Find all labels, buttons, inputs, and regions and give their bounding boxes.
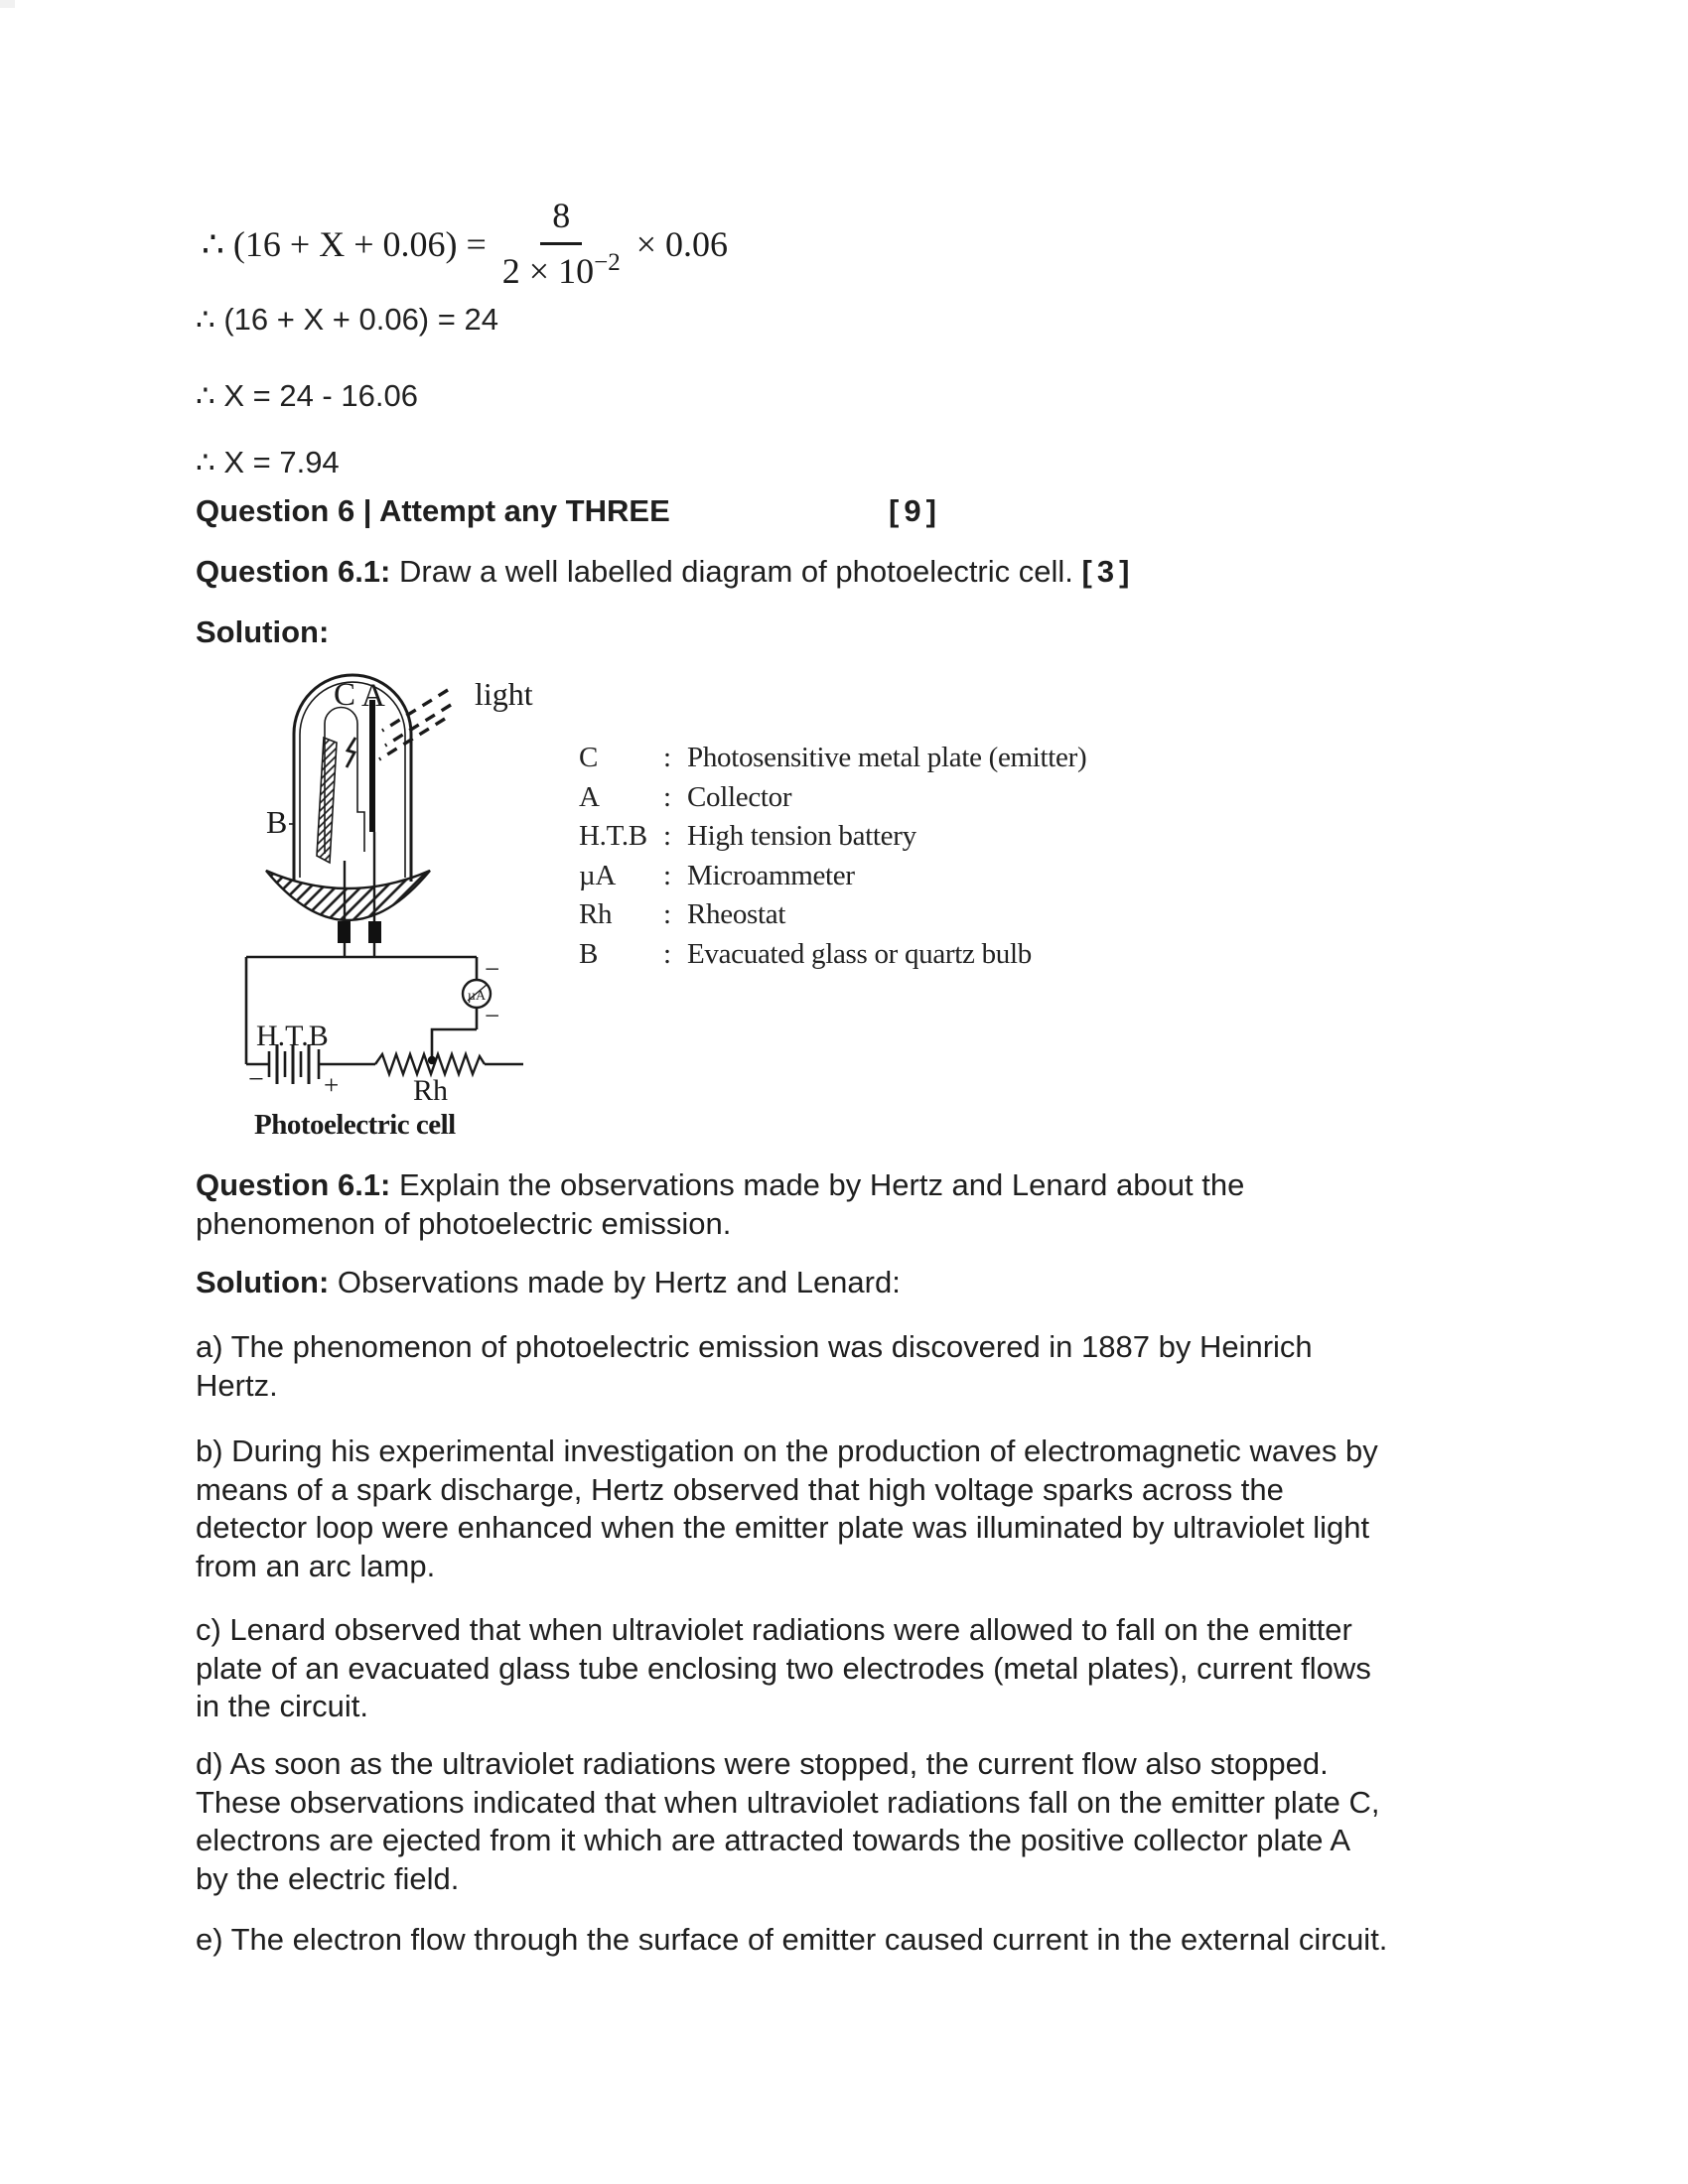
label-light: light bbox=[475, 676, 533, 712]
label-Rh: Rh bbox=[413, 1074, 449, 1107]
equation-step-4: ∴ X = 7.94 bbox=[196, 445, 340, 479]
diagram-legend bbox=[579, 739, 1086, 974]
equation-step-3: ∴ X = 24 - 16.06 bbox=[196, 378, 418, 413]
equation-step-2: ∴ (16 + X + 0.06) = 24 bbox=[196, 302, 498, 337]
paragraph-e: e) The electron flow through the surface of emitter caused current in the external circuit. bbox=[196, 1922, 1388, 1957]
fraction-denominator: $2 \times 10^{-2}$ bbox=[501, 249, 621, 291]
legend-row: Rh : Rheostat bbox=[579, 898, 786, 930]
question-61-draw-text: Draw a well labelled diagram of photoelectric cell. bbox=[399, 554, 1073, 589]
spark-squiggle bbox=[347, 738, 355, 767]
meter-mark-bottom: − bbox=[485, 1001, 500, 1030]
label-HTB: H.T.B bbox=[256, 1020, 329, 1052]
photoelectric-cell-diagram bbox=[238, 650, 566, 1117]
meter-mark-top: − bbox=[485, 954, 500, 984]
question-6-heading: Question 6 | Attempt any THREE bbox=[196, 493, 670, 528]
label-A: A bbox=[361, 678, 385, 714]
pin-right bbox=[368, 921, 381, 943]
equation-rhs: × 0.06 bbox=[635, 224, 729, 264]
figure-caption: Photoelectric cell bbox=[254, 1109, 456, 1141]
battery-minus: − bbox=[248, 1064, 264, 1095]
scroll-corner-artifact bbox=[0, 0, 15, 8]
bulb-base bbox=[266, 871, 430, 920]
collector-electrode-A bbox=[369, 700, 375, 832]
solution-2-label: Solution: bbox=[196, 1265, 330, 1299]
legend-row: H.T.B : High tension battery bbox=[579, 820, 916, 852]
solution-1-label: Solution: bbox=[196, 614, 330, 649]
legend-row: B : Evacuated glass or quartz bulb bbox=[579, 937, 1032, 970]
question-61-explain: Question 6.1: Explain the observations made by Hertz and Lenard about the phenomenon of photoelectric emission. bbox=[196, 1166, 1586, 1243]
light-rays bbox=[379, 690, 451, 759]
pin-left bbox=[338, 921, 351, 943]
question-61-draw-prefix: Question 6.1: bbox=[196, 554, 391, 589]
question-6-marks: [9] bbox=[889, 493, 941, 528]
label-C: C bbox=[334, 677, 356, 713]
math-equation-fraction bbox=[202, 191, 728, 298]
battery-plus: + bbox=[324, 1070, 340, 1100]
legend-row: C : Photosensitive metal plate (emitter) bbox=[579, 742, 1087, 773]
question-6-heading-row bbox=[196, 492, 1288, 531]
question-61-draw bbox=[196, 553, 1387, 592]
question-61-explain-line1: Question 6.1: Explain the observations made by Hertz and Lenard about the bbox=[196, 1167, 1245, 1202]
fraction bbox=[502, 198, 621, 291]
label-uA: µA bbox=[467, 989, 487, 1004]
equation-lhs: ∴ (16 + X + 0.06) = bbox=[202, 224, 487, 264]
paragraph-d: d) As soon as the ultraviolet radiations were stopped, the current flow also stopped. These observations indicated that when ultraviolet radiations fall on the emitter plate C, electrons are ejected from it which are attracted towards the positive collector plate A by the electric field. bbox=[196, 1746, 1380, 1896]
paragraph-b: b) During his experimental investigation on the production of electromagnetic waves by means of a spark discharge, Hertz observed that high voltage sparks across the detector loop were enhanced when the emitter plate was illuminated by ultraviolet light from an arc lamp. bbox=[196, 1433, 1378, 1583]
question-61-draw-marks: [3] bbox=[1081, 554, 1135, 589]
solution-2-line bbox=[196, 1264, 1586, 1302]
solution-2-text: Observations made by Hertz and Lenard: bbox=[337, 1265, 901, 1299]
emitter-plate-C bbox=[317, 738, 337, 863]
legend-row: µA : Microammeter bbox=[579, 859, 855, 891]
label-B: B bbox=[266, 804, 288, 840]
paragraph-a: a) The phenomenon of photoelectric emission was discovered in 1887 by Heinrich Hertz. bbox=[196, 1329, 1313, 1403]
rheostat-tap-dot bbox=[428, 1056, 436, 1064]
legend-row: A : Collector bbox=[579, 780, 792, 813]
fraction-numerator: 8 bbox=[540, 198, 582, 245]
paragraph-c: c) Lenard observed that when ultraviolet radiations were allowed to fall on the emitter plate of an evacuated glass tube enclosing two electrodes (metal plates), current flows in the circuit. bbox=[196, 1612, 1371, 1723]
question-61-explain-prefix: Question 6.1: bbox=[196, 1167, 391, 1202]
exponent: −2 bbox=[594, 249, 621, 276]
